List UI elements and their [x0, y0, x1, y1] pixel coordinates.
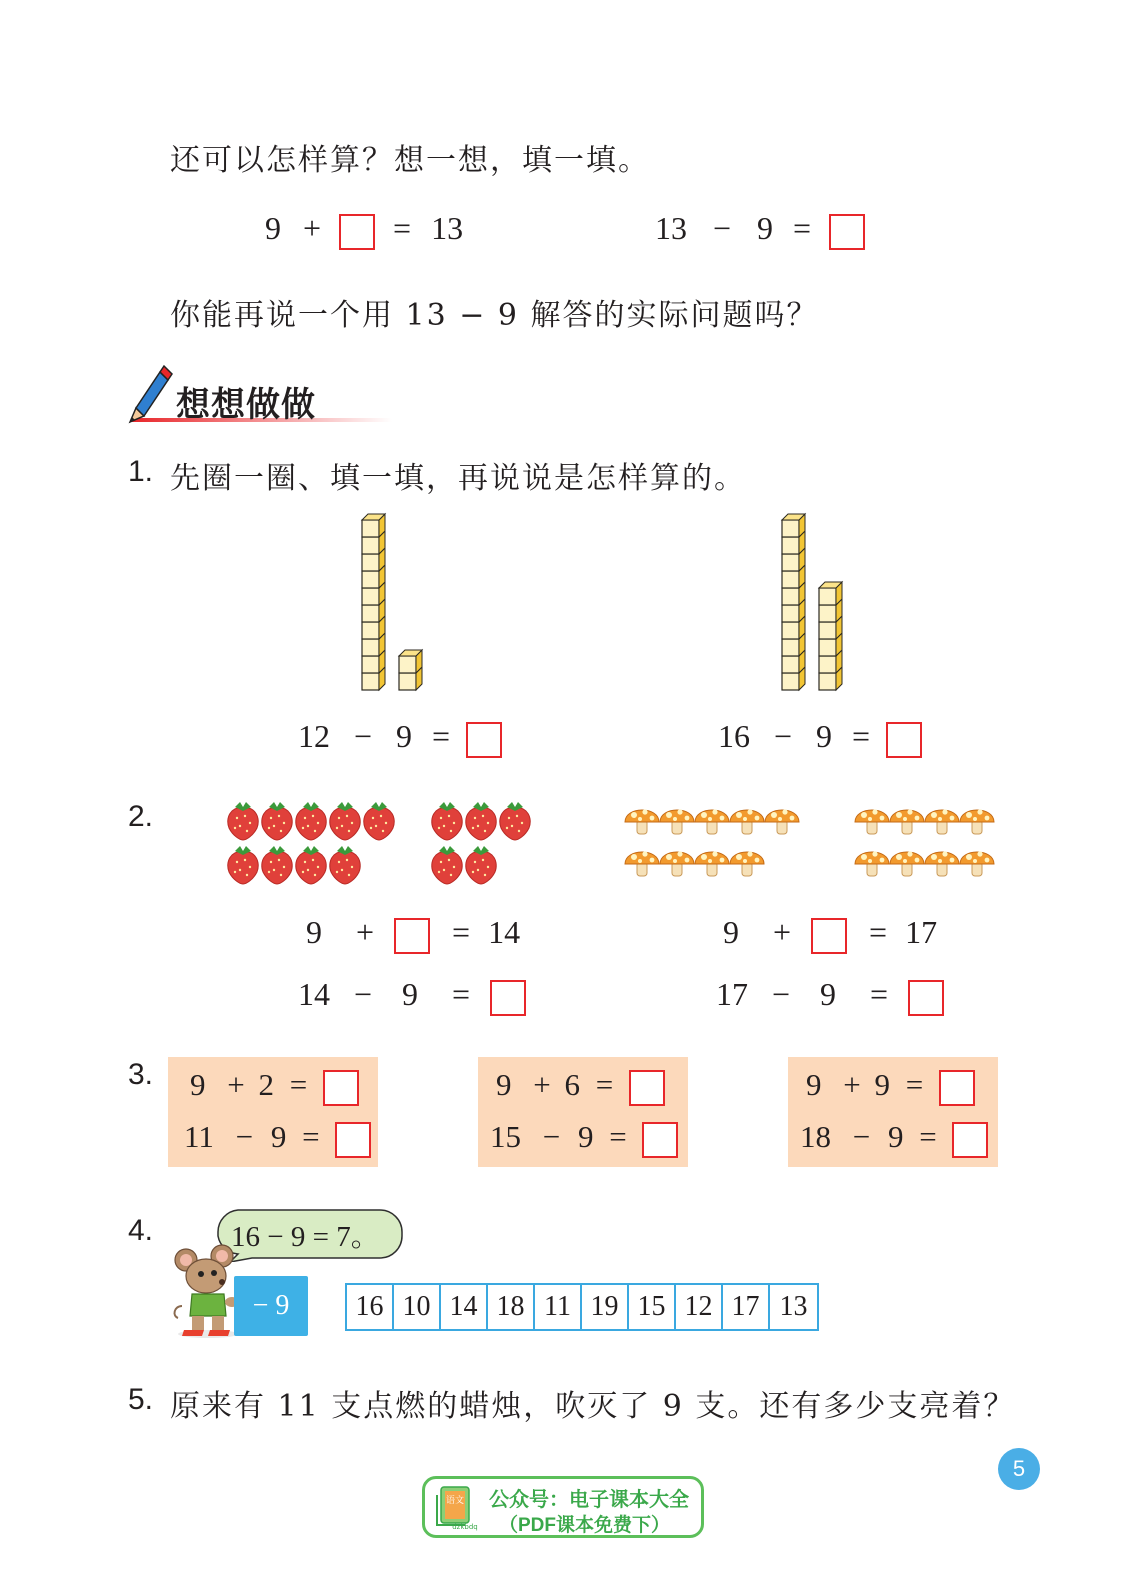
unit-cube — [782, 554, 799, 571]
eq-operand: 14 — [298, 976, 330, 1012]
unit-cube — [362, 537, 379, 554]
q1-equation-right — [718, 718, 922, 758]
mushroom-group — [620, 798, 1010, 890]
answer-box[interactable] — [829, 214, 865, 250]
intro-question: 你能再说一个用 13 − 9 解答的实际问题吗？ — [170, 298, 819, 333]
eq-operand: 9 — [577, 1119, 594, 1154]
panel-row-add — [190, 1067, 359, 1106]
eq-operand: 15 — [490, 1119, 521, 1154]
eq-operand: 11 — [184, 1119, 214, 1154]
wechat-badge[interactable] — [422, 1476, 704, 1538]
panel-row-add — [806, 1067, 975, 1106]
panel-row-sub — [490, 1119, 678, 1158]
eq-equals: = — [302, 1119, 320, 1154]
mushroom-icon — [730, 851, 764, 876]
mushroom-icon — [695, 851, 729, 876]
unit-cube — [819, 673, 836, 690]
unit-cube — [362, 554, 379, 571]
eq-operator: − — [774, 718, 793, 754]
eq-equals: = — [793, 210, 812, 246]
q3-panel-2 — [478, 1057, 688, 1167]
strawberry-icon — [296, 846, 326, 884]
mushroom-icon — [660, 851, 694, 876]
answer-box[interactable] — [908, 980, 944, 1016]
mushroom-icon — [660, 809, 694, 834]
answer-box[interactable] — [394, 918, 430, 954]
q2-left-add — [306, 914, 520, 954]
unit-cube — [362, 656, 379, 673]
intro-equation-a — [265, 210, 463, 250]
q2-right-add — [723, 914, 937, 954]
answer-box[interactable] — [952, 1122, 988, 1158]
eq-operator: − — [713, 210, 732, 246]
minus-nine-block: − 9 — [234, 1276, 308, 1336]
eq-result: 13 — [431, 210, 464, 246]
eq-operator: − — [354, 718, 373, 754]
eq-operator: + — [356, 914, 375, 950]
eq-operand: 18 — [800, 1119, 831, 1154]
answer-box[interactable] — [629, 1070, 665, 1106]
intro-equation-b — [655, 210, 865, 250]
eq-equals: = — [432, 718, 451, 754]
eq-equals: = — [919, 1119, 937, 1154]
answer-box[interactable] — [886, 722, 922, 758]
unit-cube — [399, 656, 416, 673]
mushroom-icon — [765, 809, 799, 834]
speech-bubble-text: 16 − 9 = 7。 — [231, 1221, 380, 1253]
eq-operand: 9 — [723, 914, 739, 950]
base-ten-blocks-16[interactable] — [775, 505, 855, 697]
unit-cube — [362, 520, 379, 537]
intro-prompt: 还可以怎样算？想一想，填一填。 — [170, 143, 650, 178]
unit-cube — [782, 588, 799, 605]
mushroom-icon — [855, 851, 889, 876]
strawberry-icon — [330, 802, 360, 840]
sequence-cell[interactable]: 16 — [347, 1285, 394, 1329]
book-icon — [435, 1485, 485, 1531]
q1-equation-left — [298, 718, 502, 758]
strawberry-icon — [228, 802, 258, 840]
strawberry-group — [225, 798, 545, 890]
unit-cube — [362, 605, 379, 622]
sequence-cell[interactable]: 10 — [394, 1285, 441, 1329]
unit-cube — [362, 673, 379, 690]
eq-operand: 6 — [564, 1067, 580, 1102]
unit-cube — [782, 537, 799, 554]
eq-operand: 9 — [396, 718, 413, 754]
strawberry-icon — [500, 802, 530, 840]
unit-cube — [782, 520, 799, 537]
eq-operand: 9 — [887, 1119, 904, 1154]
strawberry-icon — [466, 802, 496, 840]
strawberry-icon — [330, 846, 360, 884]
section-title: 想想做做 — [176, 386, 316, 424]
answer-box[interactable] — [466, 722, 502, 758]
mushroom-icon — [625, 851, 659, 876]
eq-equals: = — [452, 976, 471, 1012]
unit-cube — [782, 673, 799, 690]
q3-panel-3 — [788, 1057, 998, 1167]
eq-operand: 9 — [496, 1067, 512, 1102]
eq-result: 14 — [488, 914, 521, 950]
book-icon-label: 语文 — [445, 1496, 465, 1506]
eq-operand: 9 — [190, 1067, 206, 1102]
q5-number: 5. — [128, 1383, 154, 1416]
sequence-cell[interactable]: 17 — [723, 1285, 770, 1329]
eq-operator: + — [773, 914, 792, 950]
page-number: 5 — [998, 1448, 1040, 1490]
eq-operand: 12 — [298, 718, 330, 754]
eq-operand: 9 — [265, 210, 281, 246]
unit-cube — [782, 656, 799, 673]
sequence-cell[interactable]: 12 — [676, 1285, 723, 1329]
mushroom-icon — [925, 809, 959, 834]
eq-equals: = — [595, 1067, 614, 1102]
eq-operand: 9 — [820, 976, 837, 1012]
unit-cube — [819, 622, 836, 639]
panel-row-sub — [184, 1119, 371, 1158]
eq-operand: 9 — [757, 210, 774, 246]
eq-operand: 9 — [306, 914, 322, 950]
eq-result: 17 — [905, 914, 938, 950]
mushroom-icon — [960, 851, 994, 876]
q2-left-sub — [298, 976, 526, 1016]
unit-cube — [782, 639, 799, 656]
eq-operand: 9 — [402, 976, 419, 1012]
answer-box[interactable] — [490, 980, 526, 1016]
eq-operator: − — [542, 1119, 561, 1154]
panel-row-add — [496, 1067, 665, 1106]
eq-operator: + — [303, 210, 322, 246]
strawberry-icon — [262, 802, 292, 840]
mushroom-icon — [695, 809, 729, 834]
sequence-cell[interactable]: 18 — [488, 1285, 535, 1329]
eq-operand: 17 — [716, 976, 748, 1012]
sequence-cell[interactable]: 14 — [441, 1285, 488, 1329]
unit-cube — [362, 571, 379, 588]
eq-equals: = — [869, 914, 888, 950]
eq-operator: − — [772, 976, 791, 1012]
unit-cube — [782, 571, 799, 588]
sequence-cell[interactable]: 15 — [629, 1285, 676, 1329]
eq-operator: + — [227, 1067, 245, 1102]
q2-number: 2. — [128, 800, 154, 833]
number-sequence-strip — [345, 1283, 819, 1331]
eq-operand: 9 — [874, 1067, 890, 1102]
unit-cube — [819, 656, 836, 673]
unit-cube — [362, 639, 379, 656]
q5-text: 原来有 11 支点燃的蜡烛，吹灭了 9 支。还有多少支亮着？ — [170, 1389, 1016, 1424]
mushroom-icon — [890, 809, 924, 834]
eq-equals: = — [452, 914, 471, 950]
q1-text: 先圈一圈、填一填，再说说是怎样算的。 — [170, 461, 746, 496]
unit-cube — [399, 673, 416, 690]
mushroom-icon — [925, 851, 959, 876]
mushroom-icon — [890, 851, 924, 876]
strawberry-icon — [432, 802, 462, 840]
unit-cube — [782, 605, 799, 622]
strawberry-icon — [228, 846, 258, 884]
unit-cube — [819, 605, 836, 622]
q2-right-sub — [716, 976, 944, 1016]
eq-operand: 16 — [718, 718, 750, 754]
panel-row-sub — [800, 1119, 988, 1158]
book-icon-caption: dzkbdq — [452, 1523, 478, 1531]
mushroom-icon — [855, 809, 889, 834]
eq-operand: 9 — [816, 718, 833, 754]
eq-equals: = — [393, 210, 412, 246]
eq-operand: 9 — [270, 1119, 287, 1154]
answer-box[interactable] — [939, 1070, 975, 1106]
eq-equals: = — [289, 1067, 308, 1102]
strawberry-icon — [466, 846, 496, 884]
q1-number: 1. — [128, 455, 154, 488]
base-ten-blocks-12[interactable] — [355, 505, 435, 697]
unit-cube — [362, 588, 379, 605]
sequence-cell[interactable]: 19 — [582, 1285, 629, 1329]
eq-operator: − — [354, 976, 373, 1012]
answer-box[interactable] — [335, 1122, 371, 1158]
pencil-icon — [130, 366, 172, 422]
eq-operand: 2 — [258, 1067, 274, 1102]
eq-equals: = — [852, 718, 871, 754]
strawberry-icon — [262, 846, 292, 884]
badge-line-1: 公众号：电子课本大全 — [489, 1489, 689, 1511]
answer-box[interactable] — [811, 918, 847, 954]
badge-line-2: （PDF课本免费下） — [499, 1515, 671, 1536]
unit-cube — [782, 622, 799, 639]
unit-cube — [362, 622, 379, 639]
answer-box[interactable] — [339, 214, 375, 250]
sequence-cell[interactable]: 11 — [535, 1285, 582, 1329]
eq-equals: = — [609, 1119, 627, 1154]
strawberry-icon — [432, 846, 462, 884]
sequence-cell[interactable]: 13 — [779, 1291, 808, 1322]
eq-operator: − — [235, 1119, 254, 1154]
mushroom-icon — [625, 809, 659, 834]
eq-operand: 13 — [655, 210, 687, 246]
eq-operand: 9 — [806, 1067, 822, 1102]
unit-cube — [819, 588, 836, 605]
eq-equals: = — [870, 976, 889, 1012]
mushroom-icon — [730, 809, 764, 834]
eq-operator: + — [533, 1067, 551, 1102]
mushroom-icon — [960, 809, 994, 834]
unit-cube — [819, 639, 836, 656]
eq-operator: + — [843, 1067, 861, 1102]
eq-operator: − — [852, 1119, 871, 1154]
answer-box[interactable] — [323, 1070, 359, 1106]
q3-panel-1 — [168, 1057, 378, 1167]
strawberry-icon — [364, 802, 394, 840]
eq-equals: = — [905, 1067, 924, 1102]
answer-box[interactable] — [642, 1122, 678, 1158]
strawberry-icon — [296, 802, 326, 840]
q3-number: 3. — [128, 1058, 154, 1091]
q4-number: 4. — [128, 1214, 154, 1247]
